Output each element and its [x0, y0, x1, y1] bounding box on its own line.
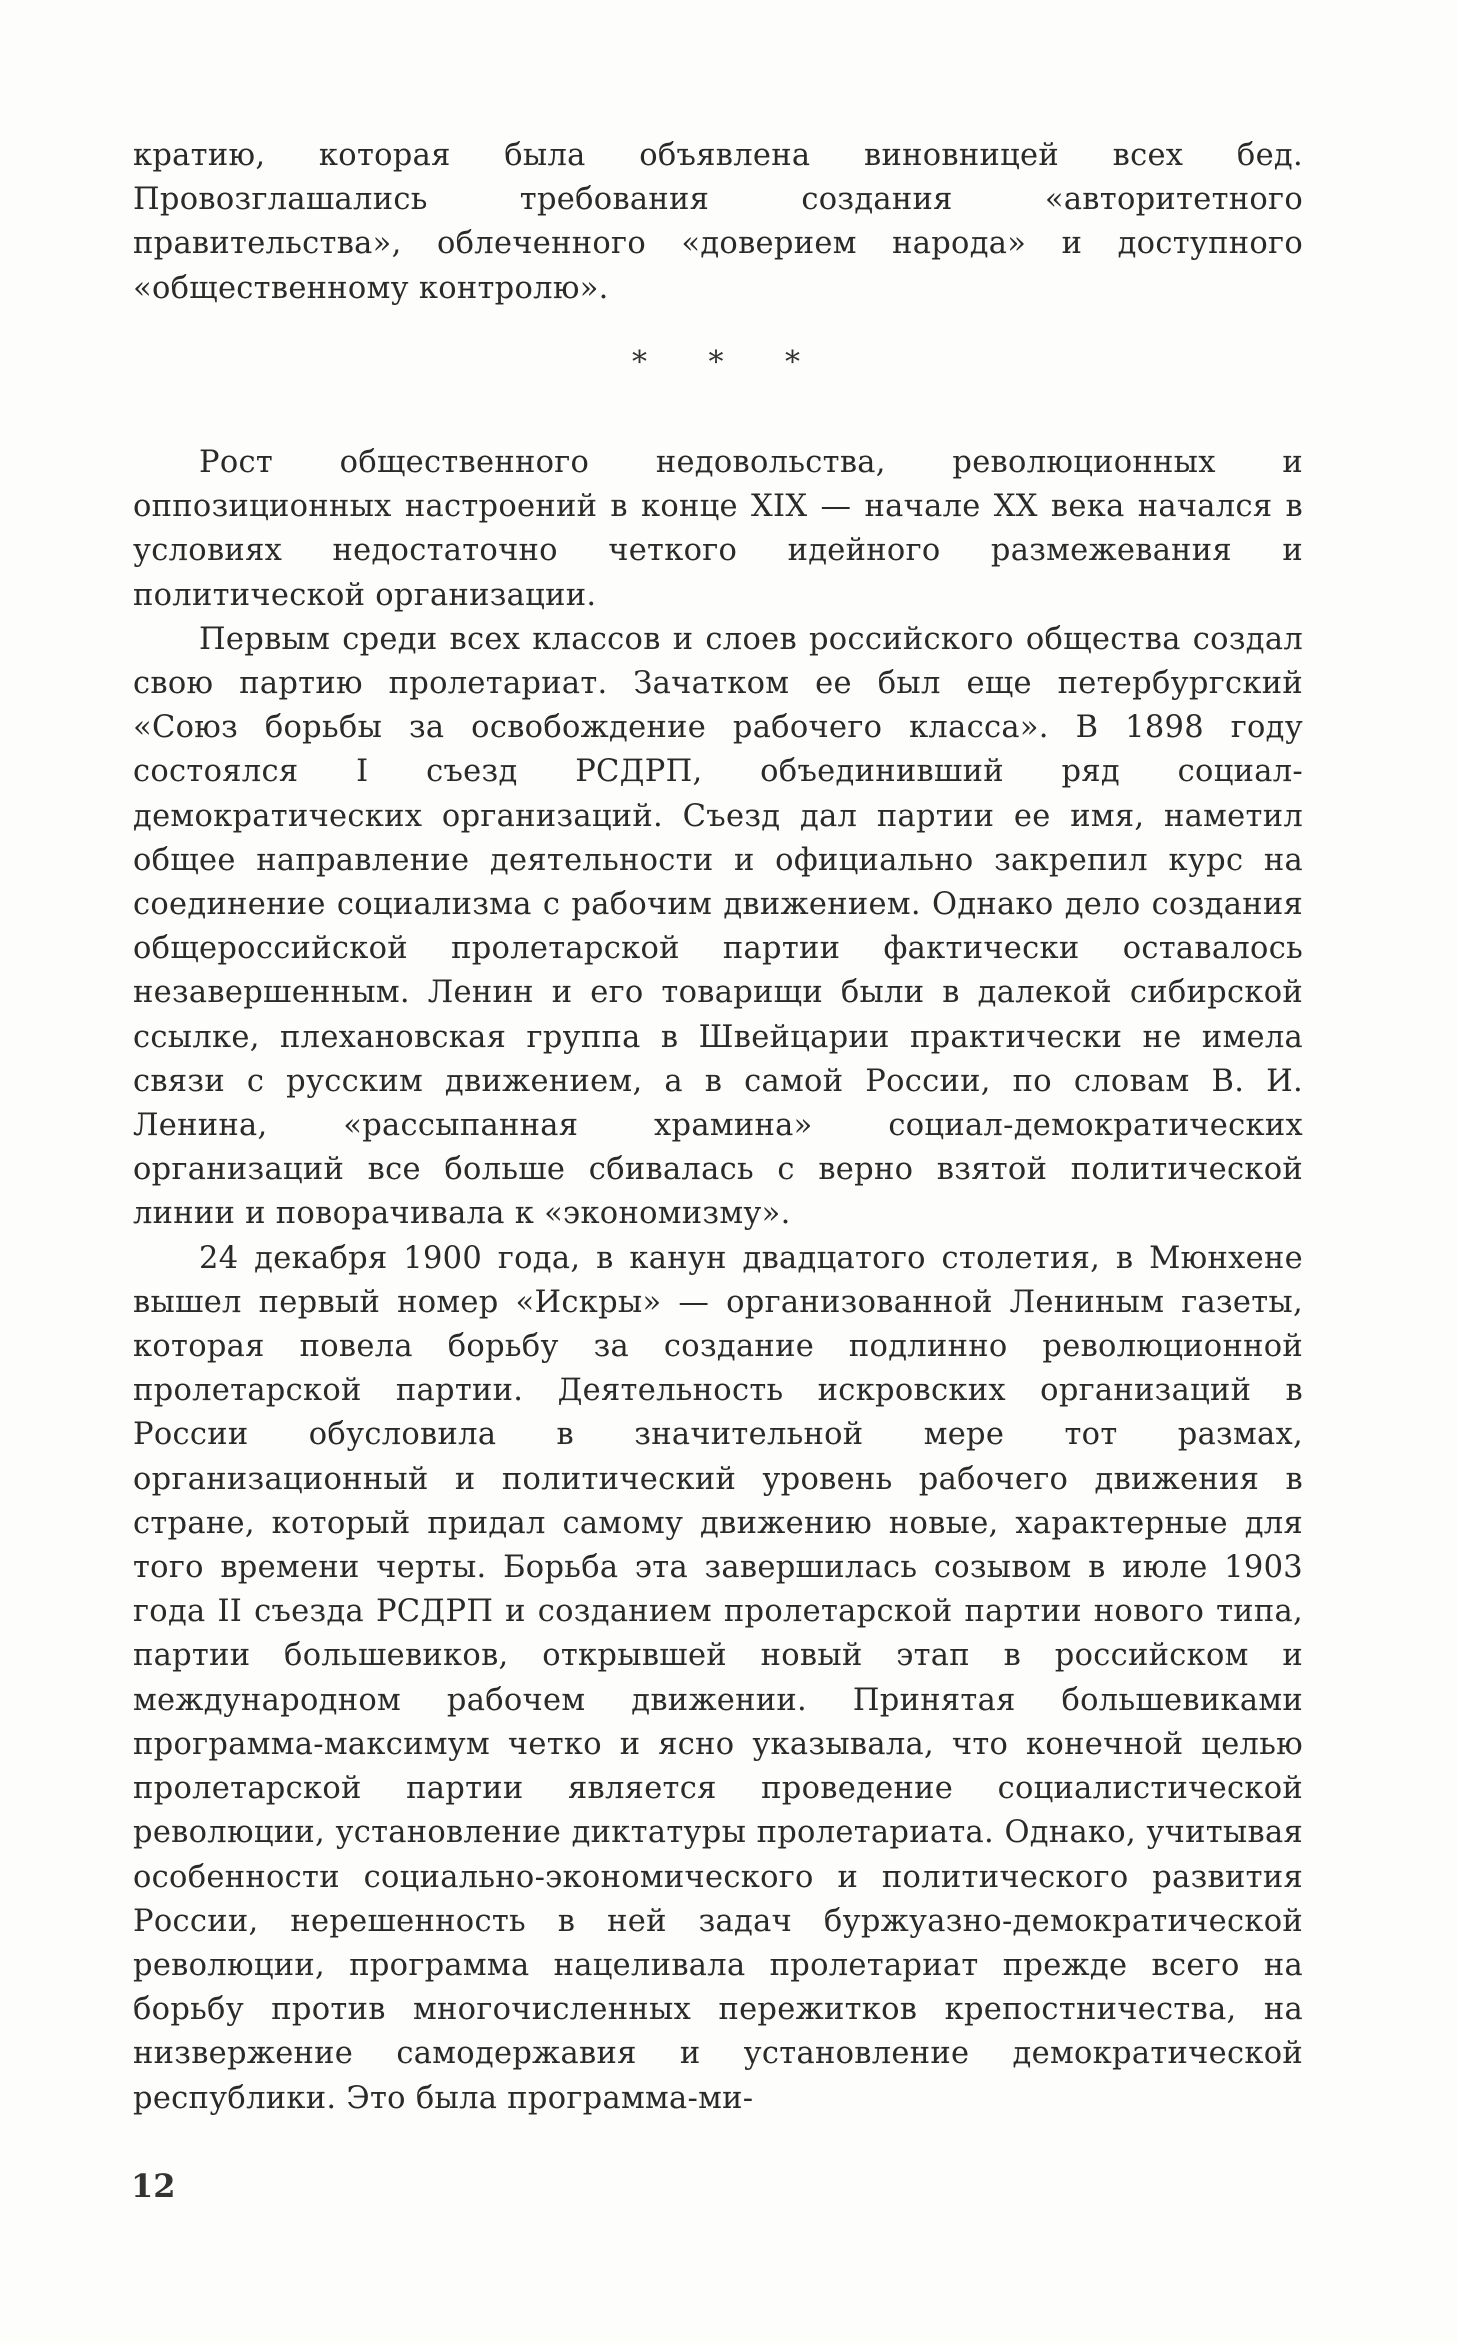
paragraph-2: Первым среди всех классов и слоев российского общества создал свою партию пролетариат. Зачатком ее был еще петербургский «Союз борьбы за освобождение рабочего класса». В 1898 году состоялся I съезд РСДРП, объединивший ряд социал-демократических организаций. Съезд дал партии ее имя, наметил общее направление деятельности и официально закрепил курс на соединение социализма с рабочим движением. Однако дело создания общероссийской пролетарской партии фактически оставалось незавершенным. Ленин и его товарищи были в далекой сибирской ссылке, плехановская группа в Швейцарии практически не имела связи с русским движением, а в самой России, по словам В. И. Ленина, «рассыпанная храмина» социал-демократических организаций все больше сбивалась с верно взятой политической линии и поворачивала к «экономизму».: [133, 621, 1303, 1232]
paragraph-1: Рост общественного недовольства, революционных и оппозиционных настроений в конце XIX — начале XX века начался в условиях недостаточно четкого идейного размежевания и политической организации.: [133, 445, 1303, 613]
intro-paragraph-block: [133, 134, 1303, 311]
section-separator: * * *: [631, 345, 827, 380]
page-number: 12: [131, 2167, 176, 2205]
intro-paragraph: кратию, которая была объявлена виновницей всех бед. Провозглашались требования создания «авторитетного правительства», облеченного «доверием народа» и доступного «общественному контролю».: [133, 138, 1303, 306]
paragraph-3: 24 декабря 1900 года, в канун двадцатого столетия, в Мюнхене вышел первый номер «Искры» — организованной Лениным газеты, которая повела борьбу за создание подлинно революционной пролетарской партии. Деятельность искровских организаций в России обусловила в значительной мере тот размах, организационный и политический уровень рабочего движения в стране, который придал самому движению новые, характерные для того времени черты. Борьба эта завершилась созывом в июле 1903 года II съезда РСДРП и созданием пролетарской партии нового типа, партии большевиков, открывшей новый этап в российском и международном рабочем движении. Принятая большевиками программа-максимум четко и ясно указывала, что конечной целью пролетарской партии является проведение социалистической революции, установление диктатуры пролетариата. Однако, учитывая особенности социально-экономического и политического развития России, нерешенность в ней задач буржуазно-демократической революции, программа нацеливала пролетариат прежде всего на борьбу против многочисленных пережитков крепостничества, на низвержение самодержавия и установление демократической республики. Это была программа-ми-: [133, 1240, 1303, 2116]
main-text-block: [133, 441, 1303, 2121]
